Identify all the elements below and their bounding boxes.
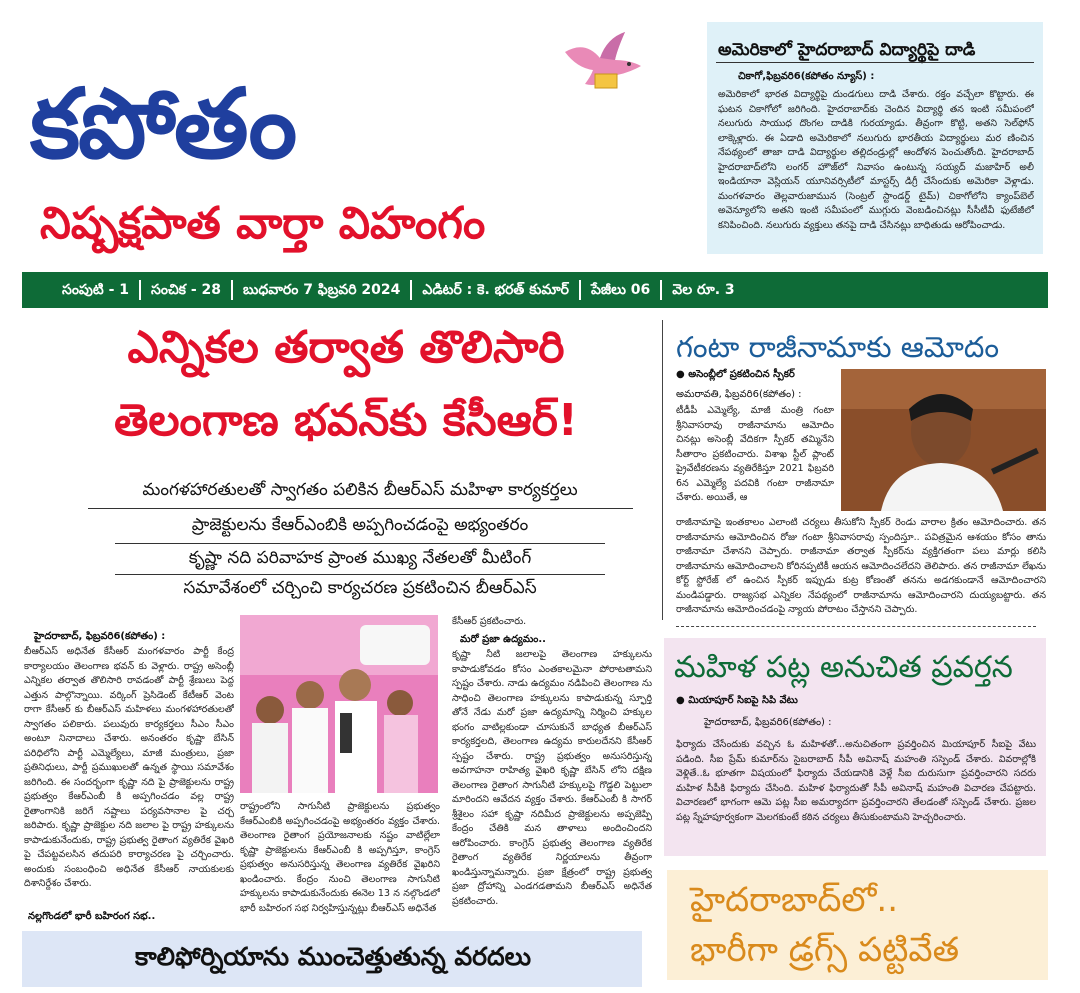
masthead-tagline: నిష్పక్షపాత వార్తా విహంగం — [40, 198, 486, 249]
lead-rule-3 — [115, 574, 605, 575]
band-issue: సంచిక - 28 — [139, 280, 231, 300]
lead-rule-1 — [88, 508, 633, 509]
right-story-rule — [676, 626, 1036, 627]
kcr-meeting-photo — [240, 615, 438, 793]
pink-story-body: ఫిర్యాదు చేసేందుకు వచ్చిన ఓ మహిళతో...అనుచితంగా ప్రవర్తించిన మియాపూర్ సీఐపై వేటు పడింది. సీఐ ప్రేమ్ కుమార్‌ను సైబరాబాద్ సీపీ అవినాష్ మహంతి సస్పెండ్ చేశారు. వివరాల్లోకి వెళ్లితే..ఓ భూతగా విషయంలో ఫిర్యాదు చేయడానికి వెళ్లే సీఐ దురుసుగా ప్రవర్తించారని సదరు మహిళ సీపీకి ఫిర్యాదు చేసింది. మహిళ ఫిర్యాదుతో సీపీ అవినాష్ మహంతి విచారణ చేపట్టారు. విచారణలో భాగంగా ఆమె పట్ల సీఐ అమర్యాదగా ప్రవర్తించారని తేలడంతో సస్పెండ్ చేశారు. ప్రజల పట్ల స్నేహపూర్వకంగా మెలగకుంటే కఠిన చర్యలు తీసుకుంటామని హెచ్చరించారు. — [676, 739, 1036, 823]
column-divider — [662, 320, 663, 620]
right-story-headline: గంటా రాజీనామాకు ఆమోదం — [676, 330, 1000, 364]
ganta-portrait-photo — [841, 369, 1046, 511]
right-story-kicker-text: అసెంబ్లీలో ప్రకటించిన స్పీకర్ — [688, 369, 795, 380]
lead-headline-line2: తెలంగాణ భవన్‌కు కేసీఆర్! — [114, 395, 578, 446]
lead-subhead-2: ప్రాజెక్టులను కేఆర్ఎంబికి అప్పగించడంపై అభ్యంతరం — [191, 515, 529, 535]
top-story-dateline: చికాగో,ఫిబ్రవరి6(కపోతం న్యూస్) : — [738, 71, 875, 82]
band-price: వెల రూ. 3 — [660, 280, 744, 300]
top-story-rule — [716, 62, 1034, 63]
dove-logo-icon — [555, 30, 645, 95]
pink-story-kicker: ● మియాపూర్ సిఐపై సిపి వేటు — [676, 695, 798, 706]
lead-subhead-3: కృష్ణా నది పరివాహక ప్రాంత ముఖ్య నేతలతో మీటింగ్ — [188, 548, 532, 568]
lead-column-3-top: కేసీఆర్ ప్రకటించారు. — [452, 616, 527, 627]
lead-dateline: హైదరాబాద్, ఫిబ్రవరి6(కపోతం) : — [34, 631, 166, 642]
right-story-body-wide: రాజీనామాపై ఇంతకాలం ఎలాంటి చర్యలు తీసుకోని స్పీకర్ రెండు వారాల క్రితం ఆమోదించారు. తన రాజీనామాను ఆమోదించిన రోజు గంటా శ్రీనివాసరావు స్పందిస్తూ.. పవిత్రమైన ఆశయం కోసం తాను రాజీనామా చేశానని చెప్పారు. రాజీనామా తర్వాత స్పీకర్‌ను వ్యక్తిగతంగా పలు మార్లు కలిసి రాజీనామాను ఆమోదించాలని కోరినప్పటికీ ఆయన ఆమోదించలేదని తెలిపారు. తన రాజీనామా లేఖను కోర్ట్ స్టోరేజ్ లో ఉంచిన స్పీకర్ ఇప్పుడు కుట్ర కోణంతో తనను అడగకుండానే ఆమోదించారని మండిపడ్డారు. రాజ్యసభ ఎన్నికల నేపథ్యంలో రాజీనామాను ఆమోదించారని దుయ్యబట్టారు. తన రాజీనామాను ఆమోదించడంపై న్యాయ పోరాటం చేస్తానని చెప్పారు. — [676, 517, 1046, 615]
pink-story-dateline: హైదరాబాద్, ఫిబ్రవరి6(కపోతం) : — [704, 717, 832, 728]
lead-subhead-4: సమావేశంలో చర్చించి కార్యచరణ ప్రకటించిన బీఆర్ఎస్ — [183, 578, 537, 598]
bottom-story-headline: కాలిఫోర్నియాను ముంచెత్తుతున్న వరదలు — [134, 942, 531, 971]
right-story-dateline: అమరావతి, ఫిబ్రవరి6(కపోతం) : — [676, 389, 802, 400]
lead-headline-line1: ఎన్నికల తర్వాత తొలిసారి — [127, 322, 565, 373]
band-editor: ఎడిటర్ : కె. భరత్ కుమార్ — [410, 280, 579, 300]
lead-column-1-subhead: నల్లగొండలో భారీ బహిరంగ సభ.. — [28, 911, 156, 922]
yellow-story-headline-line2: భారీగా డ్రగ్స్ పట్టివేత — [690, 930, 960, 970]
lead-column-3: కృష్ణా నీటి జలాలపై తెలంగాణ హక్కులను కాపాడుకోవడం కోసం ఎంతకాలమైనా పోరాటతామని స్పష్టం చేశారు. నాడు ఉద్యమం నడిపించి తెలంగాణ ను సాధించి తెలంగాణ హక్కులను కాపాడుకున్న స్ఫూర్తి తోనే నేడు మరో ప్రజా ఉద్యమాన్ని నిర్మించి హక్కుల భంగం వాటిల్లకుండా చూసుకునే బాధ్యత బీఆర్ఎస్ కార్యకర్తలది, తెలంగాణ ఉద్యమ కారులదేనని కేసీఆర్ స్పష్టం చేశారు. రాష్ట్ర ప్రభుత్వం అనుసరిస్తున్న అవగాహనా రాహిత్య వైఖరి కృష్ణా బేసిన్ లోని దక్షిణ తెలంగాణ రైతాంగ సాగునీటి హక్కులపై గొడ్డలి పెట్టులా మారిందని ఆవేదన వ్యక్తం చేశారు. కేఆర్ఎంబీ కి సాగర్ శ్రీశైలం సహా కృష్ణా నదిమీద ప్రాజెక్టులను అప్పజెప్పి కేంద్రం చేతికి మన తాళాలు అందించిందని ఆరోపించారు. కాంగ్రెస్ ప్రభుత్వ తెలంగాణ వ్యతిరేక రైతాంగ వ్యతిరేక నిర్ణయాలను తీవ్రంగా ఖండిస్తున్నామన్నారు. ప్రజా క్షేత్రంలో రాష్ట్ర ప్రభుత్వ ప్రజా ద్రోహాన్ని ఎండగడతామని బీఆర్ఎస్ అధినేత ప్రకటించారు. — [452, 649, 652, 907]
top-story-headline: అమెరికాలో హైదరాబాద్ విద్యార్థిపై దాడి — [718, 40, 976, 60]
lead-subhead-1: మంగళహారతులతో స్వాగతం పలికిన బీఆర్ఎస్ మహిళా కార్యకర్తలు — [142, 480, 578, 500]
issue-info-items — [22, 272, 1048, 308]
right-story-kicker: ● అసెంబ్లీలో ప్రకటించిన స్పీకర్ — [676, 369, 795, 380]
right-story-body-narrow: టీడీపీ ఎమ్మెల్యే, మాజీ మంత్రి గంటా శ్రీనివాసరావు రాజీనామాను ఆమోదిం చినట్లు అసెంబ్లీ వేదికగా స్పీకర్ తమ్మినేని సీతారాం ప్రకటించారు. విశాఖ స్టీల్ ప్లాంట్ ప్రైవేటీకరణను వ్యతిరేకిస్తూ 2021 ఫిబ్రవరి 6న ఎమ్మెల్యే పదవికి గంటా రాజీనామా చేశారు. అయితే, ఆ — [676, 405, 834, 503]
yellow-story-headline-line1: హైదరాబాద్‌లో.. — [690, 880, 899, 920]
lead-rule-2 — [115, 543, 605, 544]
band-pages: పేజీలు 06 — [579, 280, 660, 300]
lead-column-3-subhead: మరో ప్రజా ఉద్యమం.. — [460, 634, 546, 645]
band-date: బుధవారం 7 ఫిబ్రవరి 2024 — [231, 280, 410, 300]
masthead-title: కపోతం — [30, 68, 296, 180]
pink-story-kicker-text: మియాపూర్ సిఐపై సిపి వేటు — [688, 695, 798, 706]
pink-story-headline: మహిళ పట్ల అనుచిత ప్రవర్తన — [674, 650, 1013, 685]
lead-column-1: బీఆర్ఎస్ అధినేత కేసీఆర్ మంగళవారం పార్టీ కేంద్ర కార్యాలయం తెలంగాణ భవన్ కు వెళ్లారు. రాష్ట్ర అసెంబ్లీ ఎన్నికల తర్వాత తొలిసారి రావడంతో పార్టీ శ్రేణులు పెద్ద ఎత్తున పాల్గొన్నాయి. వర్కింగ్ ప్రెసిడెంట్ కేటీఆర్ వెంట రాగా కేసీఆర్ కు బీఆర్ఎస్ మహిళలు మంగళహారతులతో స్వాగతం పలికారు. పలువురు కార్యకర్తలు సీఎం సీఎం అంటూ నినాదాలు చేశారు. అనంతరం కృష్ణా బేసిన్ పరిధిలోని పార్టీ ఎమ్మెల్యేలు, మాజీ మంత్రులు, ప్రజా ప్రతినిధులు, పార్టీ ప్రముఖులతో ఉన్నత స్థాయి సమావేశం జరిగింది. ఈ సందర్భంగా కృష్ణా నది పై ప్రాజెక్టులను రాష్ట్ర ప్రభుత్వం కేఆర్ఎంబీ కి అప్పగించడం వల్ల రాష్ట్ర రైతాంగానికి జరిగే నష్టాలు పర్యవసానాల పై చర్చ జరిపారు. కృష్ణా ప్రాజెక్టుల నది జలాల పై రాష్ట్ర హక్కులను కాపాడుకునేందుకు, రాష్ట్ర ప్రభుత్వ రైతాంగ వ్యతిరేక వైఖరి పై చేపట్టవలసిన తదుపరి కార్యాచరణ పై చర్చించారు. అందుకు సంబంధించి అధినేత కేసీఆర్ నాయకులకు దిశానిర్దేశం చేశారు. — [24, 646, 234, 889]
top-story-body: అమెరికాలో భారత విద్యార్థిపై దుండగులు దాడి చేశారు. రక్తం వచ్చేలా కొట్టారు. ఈ ఘటన చికాగోలో జరిగింది. హైదరాబాద్‌కు చెందిన విద్యార్థి తన ఇంటి సమీపంలో నలుగురు సాయుధ దొంగల దాడికి గురయ్యాడు. తీవ్రంగా కొట్టి, అతని సెల్‌ఫోన్ లాక్కెళ్లారు. ఈ ఏడాది అమెరికాలో నలుగురు భారతీయ విద్యార్థులు మర ణించిన నేపథ్యంలో తాజా దాడి విద్యార్థుల తల్లిదండ్రుల్లో ఆందోళన పెంచుతోంది. హైదరాబాద్ హైదరాబాద్‌లోని లంగర్ హౌజ్‌లో నివాసం ఉంటున్న సయ్యద్ మజాహిర్ అలీ ఇండియానా వెస్లియన్ యూనివర్సిటీలో మాస్టర్స్ డిగ్రీ చేసేందుకు అమెరికా వెళ్లాడు. మంగళవారం తెల్లవారుజామున (సెంట్రల్ స్టాండర్డ్ టైమ్) చికాగోలోని క్యాంప్‌బెల్ అవెన్యూలోని అతని ఇంటి సమీపంలో ముగ్గురు వెంబడించినట్లు సీసీటీవీ ఫుటేజీలో కనిపించింది. నలుగురు వ్యక్తులు తనపై దాడి చేసినట్లు బాధితుడు ఆరోపించాడు. — [718, 89, 1034, 231]
lead-column-2: రాష్ట్రంలోని సాగునీటి ప్రాజెక్టులను ప్రభుత్వం కేఆర్ఎంబికి అప్పగించడంపై అభ్యంతరం వ్యక్తం చేశారు. తెలంగాణ రైతాంగ ప్రయోజనాలకు నష్టం వాటిల్లేలా కృష్ణా ప్రాజెక్టులను కేఆర్ఎంబీ కి అప్పగిస్తూ, కాంగ్రెస్ ప్రభుత్వం అనుసరిస్తున్న తెలంగాణ వ్యతిరేక వైఖరిని ఖండించారు. కేంద్రం నుంచి తెలంగాణ సాగునీటి హక్కులను కాపాడుకునేందుకు ఈనెల 13 న నల్గొండలో భారీ బహిరంగ సభ నిర్వహిస్తున్నట్లు బీఆర్ఎస్ అధినేత — [240, 801, 440, 914]
band-volume: సంపుటి - 1 — [62, 282, 130, 298]
